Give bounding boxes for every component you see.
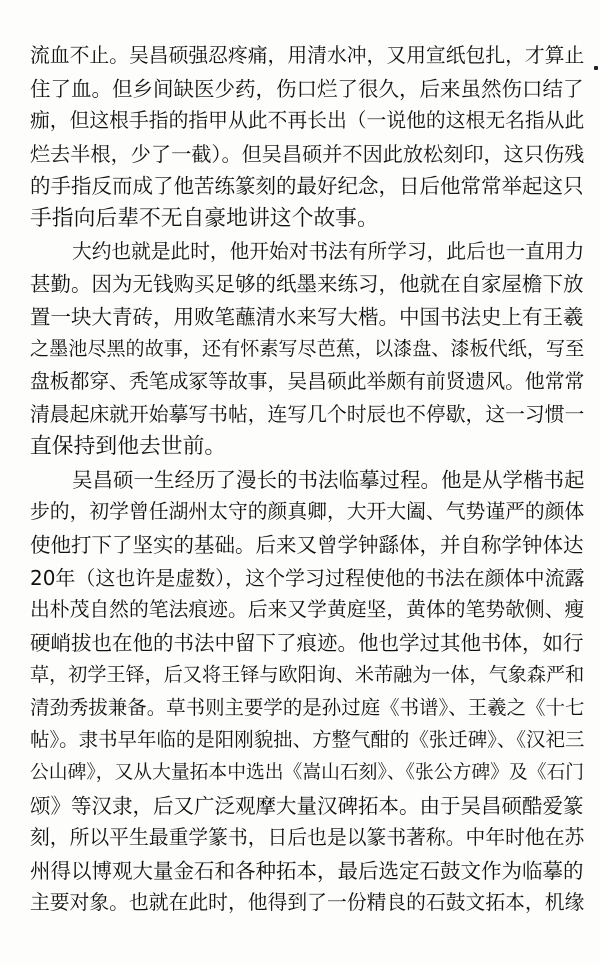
text-line: 使他打下了坚实的基础。后来又曾学钟繇体，并自称学钟体达 [30, 532, 584, 557]
body-text [30, 40, 590, 920]
text-line: 主要对象。也就在此时，他得到了一份精良的石鼓文拓本，机缘 [30, 891, 585, 915]
text-line: 草，初学王铎，后又将王铎与欧阳询、米芾融为一体，气象森严和 [30, 663, 585, 687]
text-line: 的手指反而成了他苦练篆刻的最好纪念，日后他常常举起这只 [30, 174, 584, 199]
text-line: 步的，初学曾任湖州太守的颜真卿，大开大阖、气势谨严的颜体 [30, 500, 585, 524]
text-line: 州得以博观大量金石和各种拓本，最后选定石鼓文作为临摹的 [30, 858, 584, 883]
text-line: 盘板都穿、秃笔成冢等故事，吴昌硕此举颇有前贤遗风。他常常 [30, 369, 585, 393]
text-line: 清劲秀拔兼备。草书则主要学的是孙过庭《书谱》、王羲之《十七 [30, 695, 585, 719]
text-line: 硬峭拔也在他的书法中留下了痕迹。他也学过其他书体，如行 [30, 630, 584, 655]
scan-mark [594, 66, 598, 70]
text-line: 清晨起床就开始摹写书帖，连写几个时辰也不停歇，这一习惯一 [30, 402, 585, 426]
text-line: 痂，但这根手指的指甲从此不再长出（一说他的这根无名指从此 [30, 109, 585, 133]
text-line: 手指向后辈不无自豪地讲这个故事。 [30, 205, 379, 231]
text-line: 吴昌硕一生经历了漫长的书法临摹过程。他是从学楷书起 [72, 467, 585, 492]
text-line: 之墨池尽黑的故事，还有怀素写尽芭蕉，以漆盘、漆板代纸，写至 [30, 337, 585, 361]
text-line: 直保持到他去世前。 [30, 434, 227, 460]
text-line: 帖》。隶书早年临的是阳刚貌拙、方整气酣的《张迁碑》、《汉祀三 [30, 728, 585, 752]
text-line: 住了血。但乡间缺医少药，伤口烂了很久，后来虽然伤口结了 [30, 76, 584, 101]
text-line: 大约也就是此时，他开始对书法有所学习，此后也一直用力 [72, 239, 585, 263]
text-line: 刻，所以平生最重学篆书，日后也是以篆书著称。中年时他在苏 [30, 826, 585, 850]
text-line: 流血不止。吴昌硕强忍疼痛，用清水冲，又用宣纸包扎，才算止 [30, 44, 585, 67]
text-line: 置一块大青砖，用败笔蘸清水来写大楷。中国书法史上有王羲 [30, 304, 584, 329]
text-line: 20年（这也许是虚数），这个学习过程使他的书法在颜体中流露 [30, 565, 585, 590]
text-line: 甚勤。因为无钱购买足够的纸墨来练习，他就在自家屋檐下放 [30, 272, 584, 297]
text-line: 颂》等汉隶，后又广泛观摩大量汉碑拓本。由于吴昌硕酷爱篆 [30, 793, 584, 818]
text-line: 公山碑》，又从大量拓本中选出《嵩山石刻》、《张公方碑》及《石门 [30, 762, 585, 784]
text-line: 烂去半根，少了一截）。但吴昌硕并不因此放松刻印，这只伤残 [30, 141, 585, 166]
text-line: 出朴茂自然的笔法痕迹。后来又学黄庭坚，黄体的笔势欹侧、瘦 [30, 598, 585, 622]
